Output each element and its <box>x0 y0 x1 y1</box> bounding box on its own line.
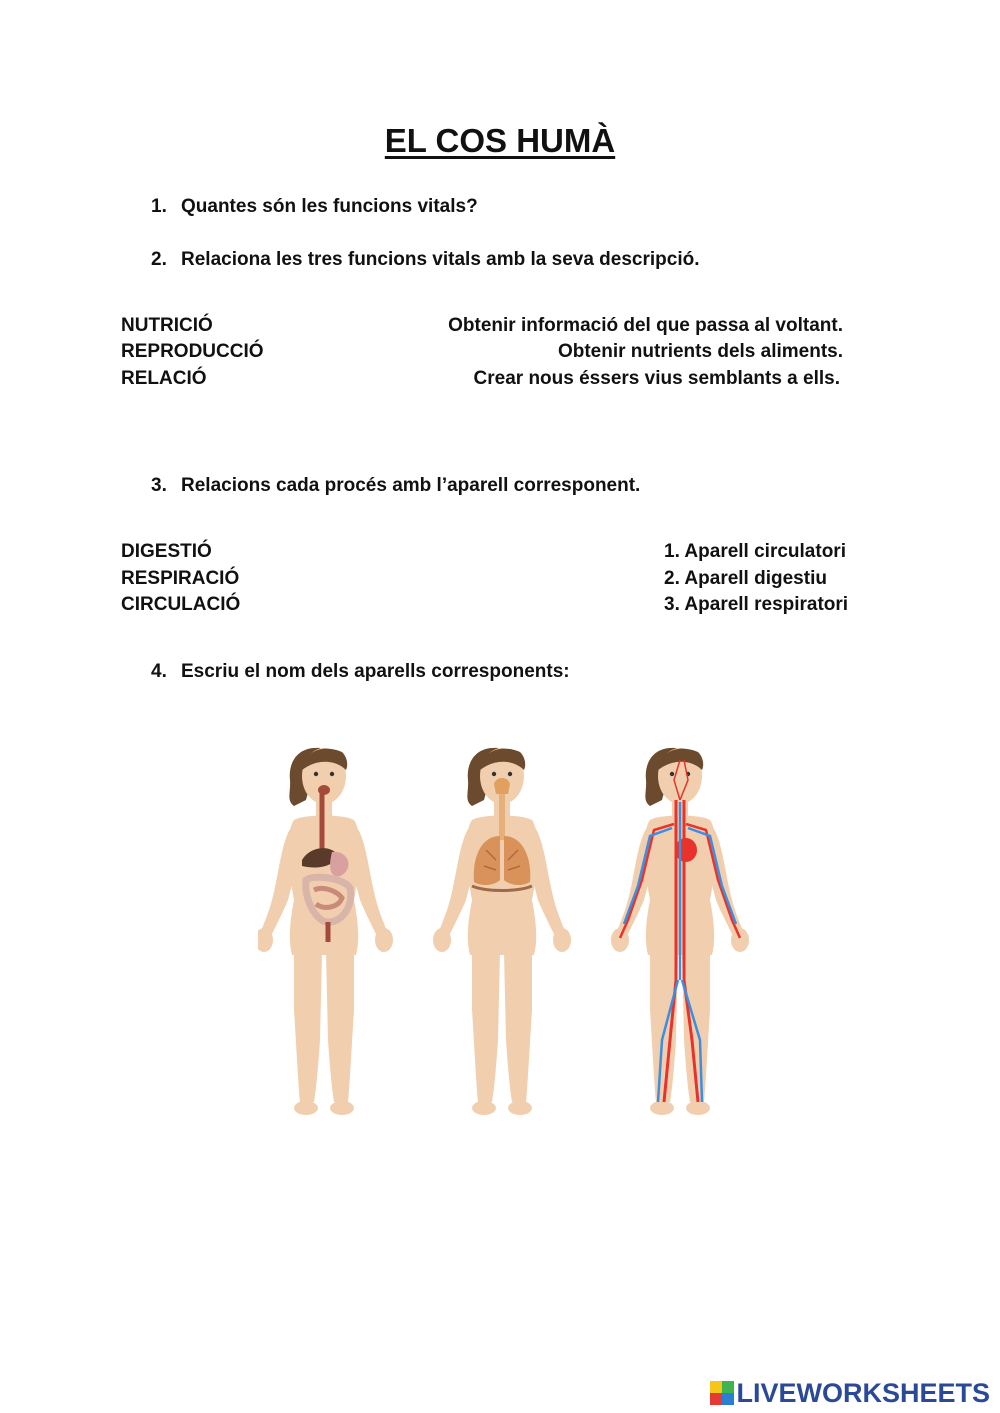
logo-square-icon <box>722 1381 734 1393</box>
question-2 <box>151 249 700 271</box>
question-text: Escriu el nom dels aparells corresponents: <box>181 661 570 682</box>
process-digestio[interactable]: DIGESTIÓ <box>121 541 212 562</box>
description-2[interactable]: Obtenir nutrients dels aliments. <box>557 341 843 362</box>
page-title: EL COS HUMÀ <box>384 122 616 159</box>
liveworksheets-logo <box>710 1376 990 1410</box>
question-text: Relacions cada procés amb l’aparell corresponent. <box>181 475 641 496</box>
function-reproduccio[interactable]: REPRODUCCIÓ <box>121 341 264 362</box>
question-number: 4. <box>151 661 167 682</box>
logo-square-icon <box>710 1393 722 1405</box>
question-number: 2. <box>151 249 167 270</box>
logo-square-icon <box>710 1381 722 1393</box>
logo-mark-icon <box>710 1381 734 1405</box>
function-nutricio[interactable]: NUTRICIÓ <box>121 315 213 336</box>
question-number: 3. <box>151 475 167 496</box>
question-4 <box>151 661 570 683</box>
question-text: Relaciona les tres funcions vitals amb la seva descripció. <box>181 249 700 270</box>
body-systems-illustration <box>258 740 788 1120</box>
description-3[interactable]: Crear nous éssers vius semblants a ells. <box>473 368 840 389</box>
logo-text: LIVEWORKSHEETS <box>736 1377 990 1408</box>
process-circulacio[interactable]: CIRCULACIÓ <box>121 594 241 615</box>
question-number: 1. <box>151 196 167 217</box>
question-text: Quantes són les funcions vitals? <box>181 196 478 217</box>
question-1 <box>151 196 478 218</box>
respiratory-figure <box>433 748 571 1115</box>
circulatory-figure <box>611 748 749 1115</box>
logo-square-icon <box>722 1393 734 1405</box>
system-circulatori[interactable]: 1. Aparell circulatori <box>664 541 846 562</box>
function-relacio[interactable]: RELACIÓ <box>121 368 207 389</box>
digestive-figure <box>258 748 393 1115</box>
process-respiracio[interactable]: RESPIRACIÓ <box>121 568 240 589</box>
system-digestiu[interactable]: 2. Aparell digestiu <box>664 568 827 589</box>
question-3 <box>151 475 640 497</box>
system-respiratori[interactable]: 3. Aparell respiratori <box>664 594 849 615</box>
description-1[interactable]: Obtenir informació del que passa al voltant. <box>448 315 843 336</box>
